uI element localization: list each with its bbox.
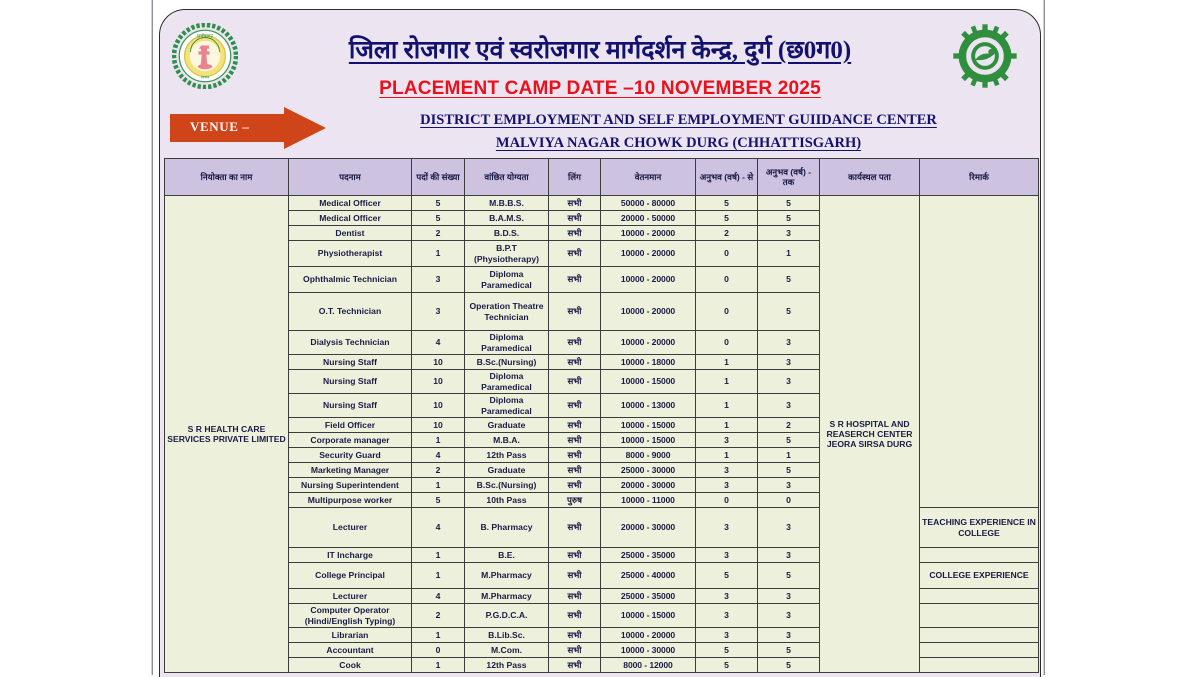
- cell-pay: 20000 - 30000: [601, 508, 696, 548]
- cell-vacancies: 10: [412, 418, 465, 433]
- cell-remark: [920, 604, 1039, 628]
- cell-exp-from: 0: [696, 241, 758, 267]
- cell-exp-to: 3: [758, 331, 820, 355]
- cell-exp-to: 5: [758, 433, 820, 448]
- svg-text:छत्तीसगढ़: छत्तीसगढ़: [197, 34, 213, 40]
- cell-exp-from: 0: [696, 331, 758, 355]
- cell-exp-to: 5: [758, 643, 820, 658]
- cell-exp-from: 5: [696, 643, 758, 658]
- cell-gender: सभी: [549, 548, 601, 563]
- cell-post: Medical Officer: [289, 196, 412, 211]
- cell-gender: सभी: [549, 628, 601, 643]
- cell-gender: सभी: [549, 433, 601, 448]
- cell-exp-from: 3: [696, 628, 758, 643]
- cell-post: Ophthalmic Technician: [289, 267, 412, 293]
- cell-remark: [920, 658, 1039, 673]
- cell-qualification: M.B.A.: [465, 433, 549, 448]
- cell-qualification: M.Com.: [465, 643, 549, 658]
- cell-remark: [920, 628, 1039, 643]
- cell-exp-to: 5: [758, 211, 820, 226]
- cell-vacancies: 5: [412, 211, 465, 226]
- notice-header: [160, 10, 1040, 158]
- cell-gender: सभी: [549, 196, 601, 211]
- cell-gender: सभी: [549, 293, 601, 331]
- cell-post: Field Officer: [289, 418, 412, 433]
- page-left-rule: [151, 0, 153, 675]
- cell-exp-to: 3: [758, 508, 820, 548]
- cell-gender: सभी: [549, 563, 601, 589]
- cell-exp-to: 3: [758, 355, 820, 370]
- cell-pay: 50000 - 80000: [601, 196, 696, 211]
- cell-pay: 10000 - 20000: [601, 293, 696, 331]
- cell-post: Lecturer: [289, 508, 412, 548]
- cell-pay: 8000 - 12000: [601, 658, 696, 673]
- cell-gender: सभी: [549, 448, 601, 463]
- cell-exp-from: 5: [696, 563, 758, 589]
- cell-qualification: Diploma Paramedical: [465, 267, 549, 293]
- cell-qualification: B.Sc.(Nursing): [465, 478, 549, 493]
- cell-post: Nursing Staff: [289, 370, 412, 394]
- camp-date-heading: PLACEMENT CAMP DATE –10 NOVEMBER 2025: [379, 78, 821, 99]
- cell-gender: सभी: [549, 478, 601, 493]
- cell-post: Nursing Superintendent: [289, 478, 412, 493]
- cell-exp-from: 0: [696, 267, 758, 293]
- cell-exp-to: 5: [758, 267, 820, 293]
- cell-gender: सभी: [549, 658, 601, 673]
- cell-exp-from: 3: [696, 478, 758, 493]
- cell-exp-from: 0: [696, 293, 758, 331]
- cell-gender: सभी: [549, 370, 601, 394]
- cell-pay: 10000 - 20000: [601, 226, 696, 241]
- cell-remark: [920, 589, 1039, 604]
- cell-qualification: B.Sc.(Nursing): [465, 355, 549, 370]
- cell-post: Lecturer: [289, 589, 412, 604]
- cell-pay: 10000 - 20000: [601, 267, 696, 293]
- cell-exp-to: 1: [758, 241, 820, 267]
- cell-gender: सभी: [549, 267, 601, 293]
- cell-exp-to: 3: [758, 604, 820, 628]
- cell-exp-from: 3: [696, 433, 758, 448]
- cell-post: Multipurpose worker: [289, 493, 412, 508]
- cell-gender: सभी: [549, 394, 601, 418]
- cell-post: Nursing Staff: [289, 355, 412, 370]
- cell-gender: सभी: [549, 643, 601, 658]
- venue-address-line-1: DISTRICT EMPLOYMENT AND SELF EMPLOYMENT GUIIDANCE CENTER: [420, 112, 937, 128]
- remark-cell-empty: [920, 196, 1039, 508]
- cell-vacancies: 10: [412, 370, 465, 394]
- cell-vacancies: 1: [412, 658, 465, 673]
- cell-qualification: B. Pharmacy: [465, 508, 549, 548]
- cell-qualification: 10th Pass: [465, 493, 549, 508]
- cell-pay: 25000 - 40000: [601, 563, 696, 589]
- cell-pay: 10000 - 15000: [601, 604, 696, 628]
- column-header-employer: नियोक्ता का नाम: [165, 159, 289, 196]
- cell-gender: सभी: [549, 355, 601, 370]
- cell-remark: TEACHING EXPERIENCE IN COLLEGE: [920, 508, 1039, 548]
- column-header-pay-scale: वेतनमान: [601, 159, 696, 196]
- cell-vacancies: 2: [412, 604, 465, 628]
- cell-pay: 20000 - 50000: [601, 211, 696, 226]
- cell-pay: 10000 - 13000: [601, 394, 696, 418]
- cell-qualification: P.G.D.C.A.: [465, 604, 549, 628]
- cell-vacancies: 2: [412, 226, 465, 241]
- cell-gender: सभी: [549, 418, 601, 433]
- cell-pay: 20000 - 30000: [601, 478, 696, 493]
- column-header-post: पदनाम: [289, 159, 412, 196]
- cell-exp-from: 1: [696, 448, 758, 463]
- cell-pay: 10000 - 18000: [601, 355, 696, 370]
- cell-pay: 10000 - 15000: [601, 370, 696, 394]
- cell-exp-from: 3: [696, 604, 758, 628]
- cell-vacancies: 3: [412, 267, 465, 293]
- cell-vacancies: 3: [412, 293, 465, 331]
- cell-post: Accountant: [289, 643, 412, 658]
- cell-exp-from: 5: [696, 196, 758, 211]
- cell-exp-from: 1: [696, 355, 758, 370]
- cell-vacancies: 5: [412, 196, 465, 211]
- cell-exp-from: 3: [696, 548, 758, 563]
- cell-pay: 25000 - 35000: [601, 548, 696, 563]
- cell-qualification: Graduate: [465, 418, 549, 433]
- cell-exp-from: 2: [696, 226, 758, 241]
- cell-pay: 10000 - 15000: [601, 418, 696, 433]
- cell-post: Medical Officer: [289, 211, 412, 226]
- cell-qualification: Operation Theatre Technician: [465, 293, 549, 331]
- column-header-experience-to: अनुभव (वर्ष) - तक: [758, 159, 820, 196]
- cell-exp-to: 5: [758, 658, 820, 673]
- cell-qualification: M.B.B.S.: [465, 196, 549, 211]
- cell-exp-to: 2: [758, 418, 820, 433]
- cell-post: Computer Operator (Hindi/English Typing): [289, 604, 412, 628]
- cell-exp-from: 1: [696, 418, 758, 433]
- cell-post: Dentist: [289, 226, 412, 241]
- cell-pay: 25000 - 30000: [601, 463, 696, 478]
- cell-exp-to: 3: [758, 370, 820, 394]
- vacancy-table: [164, 158, 1039, 673]
- cell-exp-to: 5: [758, 196, 820, 211]
- cell-exp-to: 3: [758, 548, 820, 563]
- cell-exp-from: 3: [696, 589, 758, 604]
- table-body: [165, 196, 1039, 673]
- cell-vacancies: 4: [412, 448, 465, 463]
- cell-pay: 10000 - 20000: [601, 331, 696, 355]
- cell-gender: पुरुष: [549, 493, 601, 508]
- cell-qualification: B.P.T (Physiotherapy): [465, 241, 549, 267]
- cell-post: Physiotherapist: [289, 241, 412, 267]
- cell-qualification: Graduate: [465, 463, 549, 478]
- placement-camp-notice: [159, 9, 1041, 677]
- svg-text:शासन: शासन: [200, 74, 210, 80]
- column-header-work-site: कार्यस्थल पता: [820, 159, 920, 196]
- cell-exp-to: 5: [758, 563, 820, 589]
- cell-post: O.T. Technician: [289, 293, 412, 331]
- cell-exp-from: 1: [696, 370, 758, 394]
- cell-exp-from: 5: [696, 658, 758, 673]
- cell-post: College Principal: [289, 563, 412, 589]
- employer-name-cell: S R HEALTH CARE SERVICES PRIVATE LIMITED: [165, 196, 289, 673]
- cell-pay: 10000 - 20000: [601, 628, 696, 643]
- column-header-remark: रिमार्क: [920, 159, 1039, 196]
- column-header-gender: लिंग: [549, 159, 601, 196]
- cell-vacancies: 1: [412, 628, 465, 643]
- page-right-rule: [1043, 0, 1045, 675]
- cell-pay: 25000 - 35000: [601, 589, 696, 604]
- cell-gender: सभी: [549, 604, 601, 628]
- column-header-experience-from: अनुभव (वर्ष) - से: [696, 159, 758, 196]
- cell-post: Corporate manager: [289, 433, 412, 448]
- table-row: [165, 196, 1039, 211]
- cell-gender: सभी: [549, 589, 601, 604]
- cell-exp-to: 5: [758, 293, 820, 331]
- cell-vacancies: 4: [412, 331, 465, 355]
- cell-exp-from: 3: [696, 463, 758, 478]
- cell-vacancies: 0: [412, 643, 465, 658]
- cell-gender: सभी: [549, 508, 601, 548]
- cell-post: Marketing Manager: [289, 463, 412, 478]
- cell-exp-to: 3: [758, 226, 820, 241]
- cell-vacancies: 1: [412, 563, 465, 589]
- cell-pay: 10000 - 20000: [601, 241, 696, 267]
- cell-vacancies: 1: [412, 478, 465, 493]
- cell-qualification: B.A.M.S.: [465, 211, 549, 226]
- cell-exp-to: 1: [758, 448, 820, 463]
- cell-pay: 8000 - 9000: [601, 448, 696, 463]
- page-title: जिला रोजगार एवं स्वरोजगार मार्गदर्शन केन्द्र, दुर्ग (छ0ग0): [348, 37, 852, 64]
- column-header-vacancies: पदों की संख्या: [412, 159, 465, 196]
- cell-remark: [920, 643, 1039, 658]
- cell-exp-from: 0: [696, 493, 758, 508]
- cell-exp-from: 1: [696, 394, 758, 418]
- cell-qualification: B.D.S.: [465, 226, 549, 241]
- cell-vacancies: 2: [412, 463, 465, 478]
- cell-qualification: 12th Pass: [465, 658, 549, 673]
- cell-exp-from: 3: [696, 508, 758, 548]
- cell-qualification: B.Lib.Sc.: [465, 628, 549, 643]
- cell-vacancies: 10: [412, 355, 465, 370]
- cell-pay: 10000 - 15000: [601, 433, 696, 448]
- cell-exp-to: 3: [758, 628, 820, 643]
- cell-post: Security Guard: [289, 448, 412, 463]
- cell-qualification: M.Pharmacy: [465, 589, 549, 604]
- cell-gender: सभी: [549, 211, 601, 226]
- cell-pay: 10000 - 30000: [601, 643, 696, 658]
- cell-gender: सभी: [549, 331, 601, 355]
- cell-remark: [920, 548, 1039, 563]
- cell-exp-to: 3: [758, 478, 820, 493]
- cell-qualification: Diploma Paramedical: [465, 394, 549, 418]
- cell-gender: सभी: [549, 463, 601, 478]
- cell-qualification: Diploma Paramedical: [465, 331, 549, 355]
- table-header-row: [165, 159, 1039, 196]
- cell-pay: 10000 - 11000: [601, 493, 696, 508]
- work-site-cell: S R HOSPITAL AND REASERCH CENTER JEORA SIRSA DURG: [820, 196, 920, 673]
- cell-post: IT Incharge: [289, 548, 412, 563]
- cell-remark: COLLEGE EXPERIENCE: [920, 563, 1039, 589]
- cell-vacancies: 4: [412, 508, 465, 548]
- cell-vacancies: 1: [412, 433, 465, 448]
- column-header-qualification: वांछित योग्यता: [465, 159, 549, 196]
- cell-post: Cook: [289, 658, 412, 673]
- cell-qualification: M.Pharmacy: [465, 563, 549, 589]
- venue-label: VENUE –: [190, 119, 250, 134]
- cell-vacancies: 1: [412, 241, 465, 267]
- cell-vacancies: 1: [412, 548, 465, 563]
- cell-vacancies: 4: [412, 589, 465, 604]
- venue-address-line-2: MALVIYA NAGAR CHOWK DURG (CHHATTISGARH): [495, 135, 862, 151]
- cell-post: Nursing Staff: [289, 394, 412, 418]
- cell-qualification: Diploma Paramedical: [465, 370, 549, 394]
- cell-qualification: B.E.: [465, 548, 549, 563]
- cell-exp-to: 0: [758, 493, 820, 508]
- cell-exp-to: 5: [758, 463, 820, 478]
- cell-exp-to: 3: [758, 589, 820, 604]
- cell-exp-from: 5: [696, 211, 758, 226]
- cell-gender: सभी: [549, 241, 601, 267]
- cell-qualification: 12th Pass: [465, 448, 549, 463]
- cell-post: Dialysis Technician: [289, 331, 412, 355]
- cell-post: Librarian: [289, 628, 412, 643]
- venue-badge: [168, 106, 328, 150]
- cell-vacancies: 10: [412, 394, 465, 418]
- cell-gender: सभी: [549, 226, 601, 241]
- cell-exp-to: 3: [758, 394, 820, 418]
- cell-vacancies: 5: [412, 493, 465, 508]
